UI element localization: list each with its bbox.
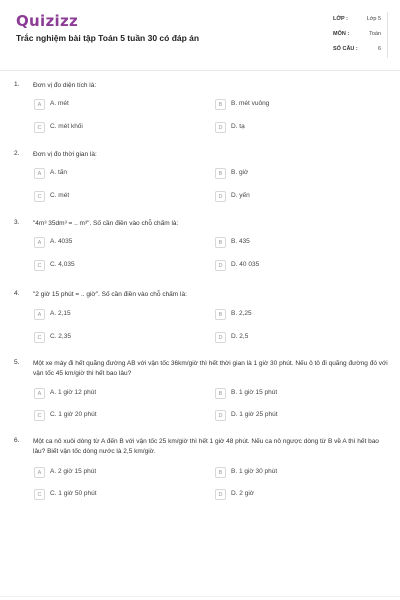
quizizz-logo: Quizizz	[16, 12, 79, 30]
option-letter: B	[215, 99, 226, 110]
question-text: Đơn vị đo thời gian là:	[33, 151, 97, 158]
option-text: D. 2 giờ	[231, 490, 255, 497]
option-text: C. mét	[50, 192, 70, 199]
option-text: C. 4,035	[50, 261, 75, 268]
option-letter: C	[34, 489, 45, 500]
option-text: D. 40 035	[231, 261, 260, 268]
option-letter: A	[34, 99, 45, 110]
option-text: B. 1 giờ 15 phút	[231, 389, 278, 396]
option-text: C. 1 giờ 20 phút	[50, 411, 97, 418]
question-text: "2 giờ 15 phút = .. giờ". Số cần điền vào chỗ chấm là:	[33, 291, 187, 298]
option-d[interactable]	[215, 260, 375, 272]
option-letter: B	[215, 168, 226, 179]
option-text: C. 1 giờ 50 phút	[50, 490, 97, 497]
option-text: A. 2,15	[50, 310, 71, 317]
option-b[interactable]	[215, 309, 375, 321]
option-letter: C	[34, 410, 45, 421]
option-letter: C	[34, 260, 45, 271]
option-letter: A	[34, 388, 45, 399]
meta-info	[329, 12, 388, 58]
option-letter: A	[34, 467, 45, 478]
option-c[interactable]	[34, 489, 194, 501]
option-text: A. 2 giờ 15 phút	[50, 468, 97, 475]
meta-row-count	[329, 42, 387, 57]
meta-key: SỐ CÂU :	[333, 46, 358, 52]
question-text: Một ca nô xuôi dòng từ A đến B với vận tốc 25 km/giờ thì hết 1 giờ 48 phút. Nếu ca nô ngược dòng từ B về A thì hết bao lâu? Biết vận tốc dòng nước là 2,5 km/giờ.	[33, 438, 379, 455]
meta-key: LỚP :	[333, 16, 348, 22]
option-c[interactable]	[34, 410, 194, 422]
option-letter: D	[215, 410, 226, 421]
option-c[interactable]	[34, 122, 194, 134]
question-text: Một xe máy đi hết quãng đường AB với vận tốc 36km/giờ thì hết thời gian là 1 giờ 30 phút. Nếu ô tô đi quãng đường đó với vận tốc 45 km/giờ thì hết bao lâu?	[33, 360, 388, 377]
option-text: A. 4035	[50, 238, 73, 245]
option-b[interactable]	[215, 388, 375, 400]
option-letter: B	[215, 467, 226, 478]
question-number: 3.	[14, 219, 20, 226]
option-b[interactable]	[215, 467, 375, 479]
option-letter: D	[215, 191, 226, 202]
option-letter: A	[34, 237, 45, 248]
option-b[interactable]	[215, 168, 375, 180]
question-number: 4.	[14, 290, 20, 297]
option-text: A. 1 giờ 12 phút	[50, 389, 97, 396]
option-text: B. 435	[231, 238, 250, 245]
option-d[interactable]	[215, 332, 375, 344]
option-a[interactable]	[34, 309, 194, 321]
option-a[interactable]	[34, 467, 194, 479]
option-letter: A	[34, 309, 45, 320]
question-number: 6.	[14, 437, 20, 444]
option-letter: B	[215, 237, 226, 248]
option-text: D. tạ	[231, 123, 245, 130]
option-text: D. yến	[231, 192, 250, 199]
option-text: B. 1 giờ 30 phút	[231, 468, 278, 475]
option-letter: C	[34, 122, 45, 133]
option-c[interactable]	[34, 191, 194, 203]
option-d[interactable]	[215, 122, 375, 134]
meta-row-subject	[329, 27, 387, 42]
question-number: 1.	[14, 81, 20, 88]
question-text: Đơn vị đo diện tích là:	[33, 82, 97, 89]
question-number: 5.	[14, 359, 20, 366]
option-text: B. mét vuông	[231, 100, 270, 107]
option-letter: D	[215, 332, 226, 343]
option-text: D. 1 giờ 25 phút	[231, 411, 278, 418]
option-d[interactable]	[215, 410, 375, 422]
option-letter: C	[34, 332, 45, 343]
meta-row-class	[329, 12, 387, 27]
option-text: D. 2,5	[231, 333, 249, 340]
option-text: C. mét khối	[50, 123, 83, 130]
option-letter: D	[215, 122, 226, 133]
option-text: A. tấn	[50, 169, 67, 176]
option-letter: B	[215, 388, 226, 399]
option-letter: C	[34, 191, 45, 202]
option-d[interactable]	[215, 489, 375, 501]
page-title: Trắc nghiệm bài tập Toán 5 tuần 30 có đáp án	[16, 33, 200, 43]
option-a[interactable]	[34, 99, 194, 111]
meta-value: Lớp 5	[366, 16, 381, 22]
option-a[interactable]	[34, 168, 194, 180]
option-text: B. 2,25	[231, 310, 252, 317]
question-text: "4m³ 35dm³ = .. m³". Số cần điền vào chỗ chấm là:	[33, 220, 179, 227]
option-text: C. 2,35	[50, 333, 71, 340]
option-c[interactable]	[34, 260, 194, 272]
option-letter: D	[215, 489, 226, 500]
option-a[interactable]	[34, 237, 194, 249]
option-letter: D	[215, 260, 226, 271]
page-header	[0, 0, 400, 70]
option-a[interactable]	[34, 388, 194, 400]
page-bottom-divider	[0, 596, 400, 597]
option-b[interactable]	[215, 237, 375, 249]
option-c[interactable]	[34, 332, 194, 344]
option-letter: A	[34, 168, 45, 179]
meta-key: MÔN :	[333, 31, 350, 37]
meta-value: Toán	[369, 31, 381, 37]
option-letter: B	[215, 309, 226, 320]
header-divider	[0, 70, 400, 71]
option-text: A. mét	[50, 100, 69, 107]
option-b[interactable]	[215, 99, 375, 111]
option-text: B. giờ	[231, 169, 249, 176]
option-d[interactable]	[215, 191, 375, 203]
question-number: 2.	[14, 150, 20, 157]
meta-value: 6	[377, 46, 381, 52]
